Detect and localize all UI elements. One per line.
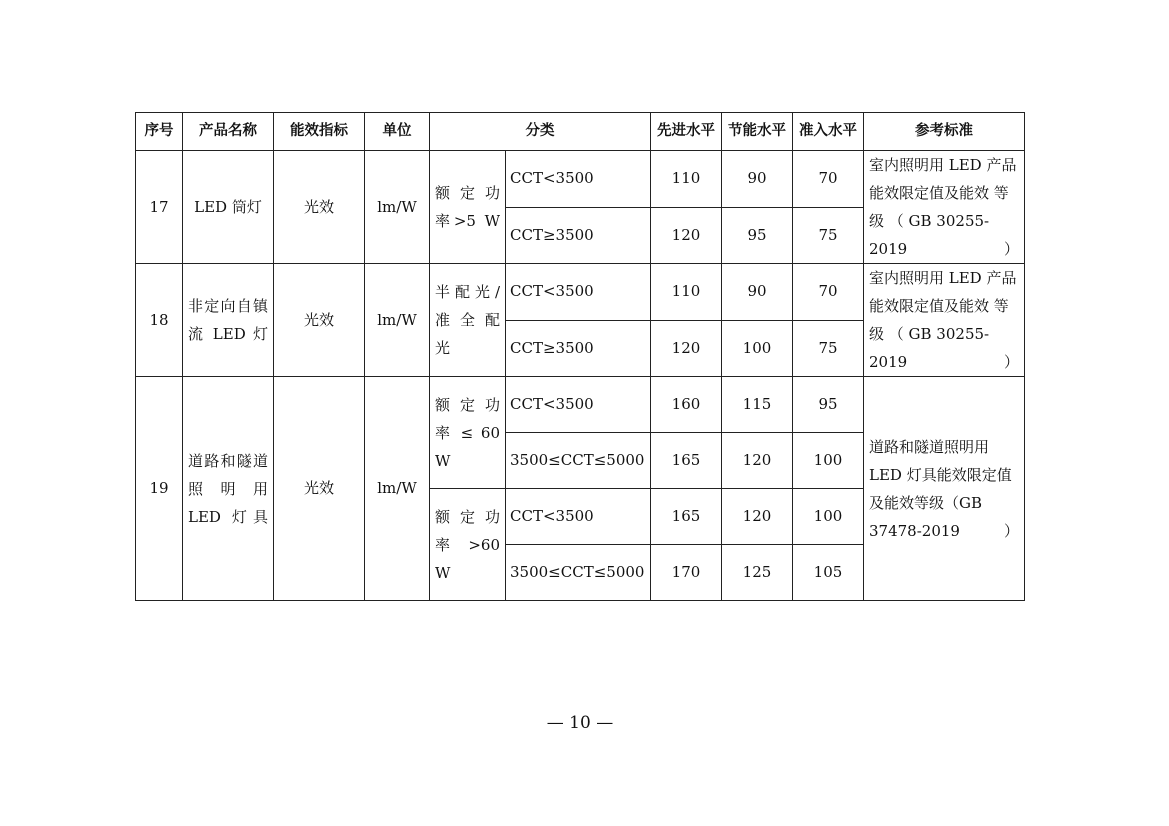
table-row (136, 377, 1025, 433)
entry-value: 70 (793, 264, 864, 321)
header-product: 产品名称 (183, 113, 274, 151)
cct-class: 3500≤CCT≤5000 (506, 433, 651, 489)
unit: lm/W (365, 151, 430, 264)
row-number: 19 (136, 377, 183, 601)
cct-class: CCT≥3500 (506, 320, 651, 377)
efficiency-table (135, 112, 1025, 601)
header-reference: 参考标准 (864, 113, 1025, 151)
unit: lm/W (365, 377, 430, 601)
metric: 光效 (274, 264, 365, 377)
header-advanced: 先进水平 (651, 113, 722, 151)
product-name: 道路和隧道照明用 LED 灯具 (183, 377, 274, 601)
cct-class: 3500≤CCT≤5000 (506, 545, 651, 601)
header-row (136, 113, 1025, 151)
saving-value: 120 (722, 489, 793, 545)
header-no: 序号 (136, 113, 183, 151)
advanced-value: 170 (651, 545, 722, 601)
product-name: 非定向自镇流 LED 灯 (183, 264, 274, 377)
entry-value: 105 (793, 545, 864, 601)
unit: lm/W (365, 264, 430, 377)
header-entry: 准入水平 (793, 113, 864, 151)
advanced-value: 165 (651, 489, 722, 545)
advanced-value: 110 (651, 264, 722, 321)
product-name: LED 筒灯 (183, 151, 274, 264)
saving-value: 90 (722, 264, 793, 321)
cct-class: CCT≥3500 (506, 207, 651, 264)
entry-value: 75 (793, 207, 864, 264)
power-group: 额 定 功 率>5 W (430, 151, 506, 264)
saving-value: 115 (722, 377, 793, 433)
distribution-group: 半配光/准 全 配 光 (430, 264, 506, 377)
advanced-value: 165 (651, 433, 722, 489)
row-number: 17 (136, 151, 183, 264)
header-category: 分类 (430, 113, 651, 151)
cct-class: CCT<3500 (506, 264, 651, 321)
page-number: — 10 — (546, 713, 614, 733)
reference-standard: 室内照明用 LED 产品能效限定值及能效 等 级 （ GB 30255-2019） (864, 151, 1025, 264)
row-number: 18 (136, 264, 183, 377)
saving-value: 125 (722, 545, 793, 601)
advanced-value: 120 (651, 320, 722, 377)
advanced-value: 110 (651, 151, 722, 208)
header-saving: 节能水平 (722, 113, 793, 151)
header-unit: 单位 (365, 113, 430, 151)
cct-class: CCT<3500 (506, 489, 651, 545)
entry-value: 70 (793, 151, 864, 208)
saving-value: 120 (722, 433, 793, 489)
power-group: 额 定 功 率 ≤ 60 W (430, 377, 506, 489)
metric: 光效 (274, 377, 365, 601)
header-metric: 能效指标 (274, 113, 365, 151)
entry-value: 100 (793, 489, 864, 545)
saving-value: 100 (722, 320, 793, 377)
reference-standard: 道路和隧道照明用 LED 灯具能效限定值及能效等级（GB 37478-2019） (864, 377, 1025, 601)
table-row (136, 264, 1025, 321)
saving-value: 90 (722, 151, 793, 208)
metric: 光效 (274, 151, 365, 264)
entry-value: 75 (793, 320, 864, 377)
cct-class: CCT<3500 (506, 377, 651, 433)
entry-value: 100 (793, 433, 864, 489)
cct-class: CCT<3500 (506, 151, 651, 208)
power-group: 额 定 功 率>60 W (430, 489, 506, 601)
advanced-value: 120 (651, 207, 722, 264)
table-row (136, 151, 1025, 208)
entry-value: 95 (793, 377, 864, 433)
advanced-value: 160 (651, 377, 722, 433)
saving-value: 95 (722, 207, 793, 264)
reference-standard: 室内照明用 LED 产品能效限定值及能效 等 级 （ GB 30255-2019） (864, 264, 1025, 377)
